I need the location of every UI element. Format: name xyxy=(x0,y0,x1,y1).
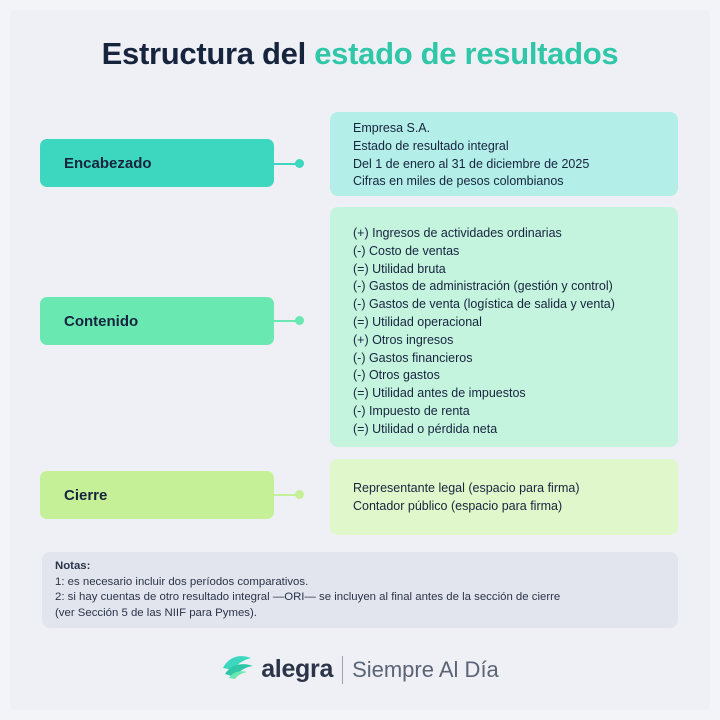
footer-brand xyxy=(0,654,720,685)
section-content-encabezado xyxy=(330,112,678,196)
connector-dot xyxy=(295,490,304,499)
section-label-text: Contenido xyxy=(64,312,139,330)
note-line: 2: si hay cuentas de otro resultado integral —ORI— se incluyen al final antes de la sección de cierre xyxy=(55,591,561,603)
content-line: (+) Otros ingresos xyxy=(353,332,454,347)
brand-slogan: Siempre Al Día xyxy=(352,656,499,682)
title-part-2: estado de resultados xyxy=(314,36,619,71)
section-label-cierre xyxy=(40,471,274,519)
footer-separator xyxy=(342,656,343,684)
note-line: (ver Sección 5 de las NIIF para Pymes). xyxy=(55,606,257,619)
content-line: (+) Ingresos de actividades ordinarias xyxy=(353,226,562,240)
content-line: (=) Utilidad bruta xyxy=(353,261,446,276)
section-label-text: Encabezado xyxy=(64,154,152,172)
page-title xyxy=(0,36,720,72)
title-part-1: Estructura del xyxy=(101,36,306,71)
content-line: (-) Impuesto de renta xyxy=(353,403,470,418)
content-line: Representante legal (espacio para firma) xyxy=(353,481,580,495)
content-line: Contador público (espacio para firma) xyxy=(353,498,563,513)
section-label-encabezado xyxy=(40,139,274,187)
section-label-text: Cierre xyxy=(64,486,108,504)
alegra-leaf-icon xyxy=(221,654,255,685)
notes-title: Notas: xyxy=(55,560,91,572)
connector-dot xyxy=(295,159,304,168)
content-line: Empresa S.A. xyxy=(353,121,431,135)
note-line: 1: es necesario incluir dos períodos comparativos. xyxy=(55,575,309,588)
content-line: (=) Utilidad o pérdida neta xyxy=(353,421,498,436)
content-line: (-) Costo de ventas xyxy=(353,243,460,258)
section-content-cierre xyxy=(330,459,678,535)
section-label-contenido xyxy=(40,297,274,345)
content-line: Del 1 de enero al 31 de diciembre de 2025 xyxy=(353,156,590,171)
brand-name: alegra xyxy=(261,655,334,683)
content-line: (-) Otros gastos xyxy=(353,368,440,383)
brand-logo xyxy=(221,654,333,685)
connector-dot xyxy=(295,316,304,325)
content-line: (=) Utilidad antes de impuestos xyxy=(353,386,526,401)
content-line: (-) Gastos de administración (gestión y control) xyxy=(353,279,613,294)
content-line: Estado de resultado integral xyxy=(353,138,509,153)
notes-box xyxy=(42,552,678,628)
section-content-contenido xyxy=(330,207,678,447)
content-line: (-) Gastos financieros xyxy=(353,350,473,365)
content-line: Cifras en miles de pesos colombianos xyxy=(353,174,564,189)
content-line: (-) Gastos de venta (logística de salida y venta) xyxy=(353,297,615,312)
content-line: (=) Utilidad operacional xyxy=(353,314,482,329)
